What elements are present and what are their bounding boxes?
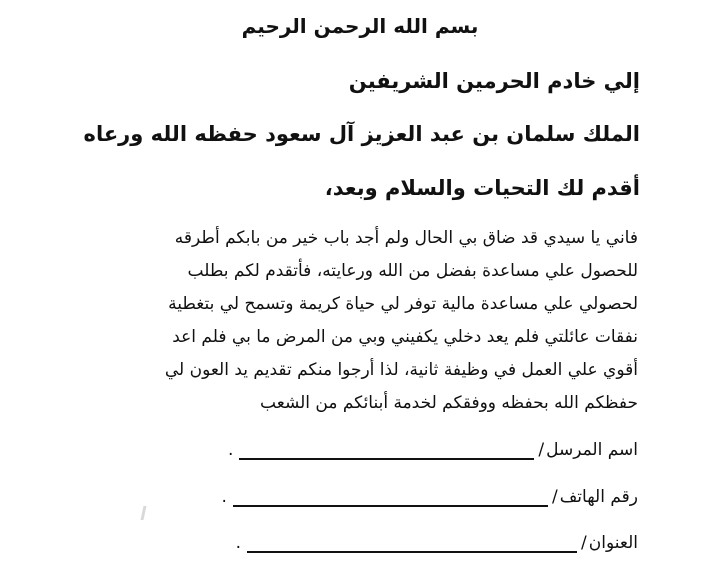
field-separator: /	[581, 533, 587, 553]
body-line: نفقات عائلتي فلم يعد دخلي يكفيني وبي من المرض ما بي فلم اعد	[172, 327, 638, 347]
field-separator: /	[551, 487, 558, 507]
address-label: العنوان	[588, 533, 638, 553]
phone-number-blank[interactable]	[233, 487, 548, 507]
addressee-name: الملك سلمان بن عبد العزيز آل سعود حفظه الله ورعاه	[83, 122, 640, 146]
field-terminator: .	[227, 440, 234, 460]
sender-name-label: اسم المرسل	[546, 440, 638, 460]
body-line: للحصول علي مساعدة بفضل من الله ورعايته، فأتقدم لكم بطلب	[187, 261, 638, 281]
basmala: بسم الله الرحمن الرحيم	[241, 14, 479, 38]
address-blank[interactable]	[247, 533, 577, 553]
body-line: حفظكم الله بحفظه ووفقكم لخدمة أبنائكم من الشعب	[260, 393, 638, 413]
sender-name-blank[interactable]	[239, 440, 534, 460]
phone-number-field[interactable]	[222, 487, 638, 507]
field-terminator: .	[221, 487, 227, 507]
addressee-title: إلي خادم الحرمين الشريفين	[348, 69, 640, 93]
address-field[interactable]	[236, 533, 638, 553]
greeting: أقدم لك التحيات والسلام وبعد،	[324, 176, 640, 200]
body-line: فاني يا سيدي قد ضاق بي الحال ولم أجد باب خير من بابكم أطرقه	[174, 228, 638, 248]
scan-speck	[141, 506, 147, 520]
body-line: أقوي علي العمل في وظيفة ثانية، لذا أرجوا منكم تقديم يد العون لي	[164, 360, 638, 380]
field-terminator: .	[235, 533, 242, 553]
field-separator: /	[538, 440, 545, 460]
phone-number-label: رقم الهاتف	[559, 487, 638, 507]
sender-name-field[interactable]	[228, 440, 638, 460]
body-line: لحصولي علي مساعدة مالية توفر لي حياة كريمة وتسمح لي بتغطية	[168, 294, 638, 314]
